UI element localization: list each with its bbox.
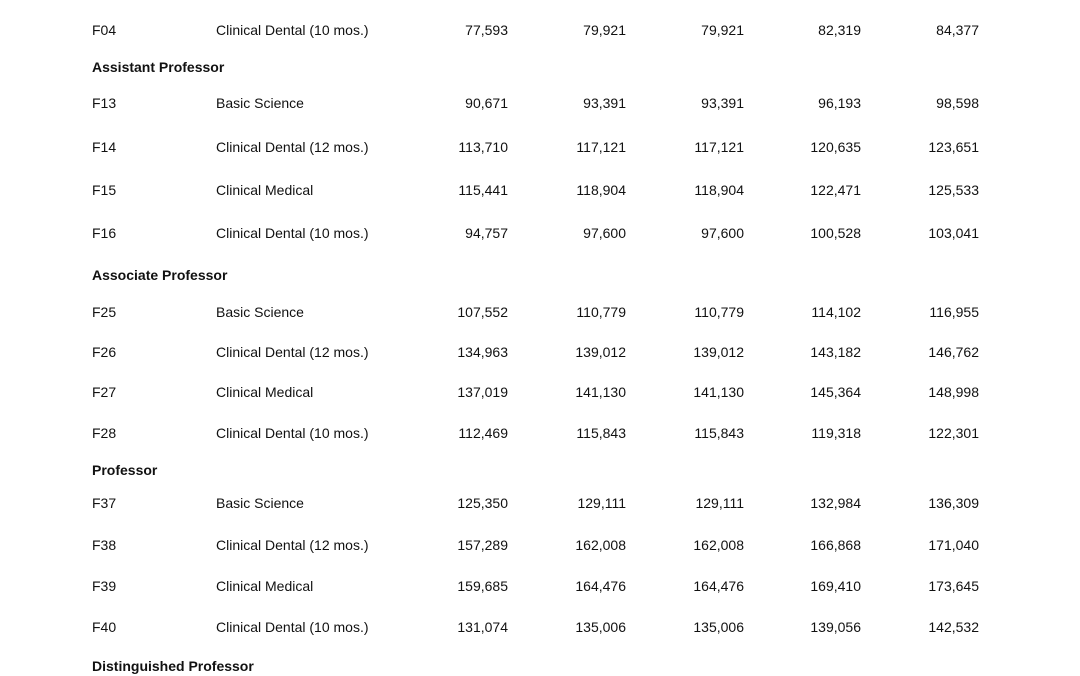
salary-value: 94,757 bbox=[465, 225, 508, 241]
table-row bbox=[0, 342, 1080, 362]
salary-value: 139,012 bbox=[575, 344, 626, 360]
salary-value: 117,121 bbox=[576, 139, 626, 155]
salary-value: 135,006 bbox=[575, 619, 626, 635]
salary-value: 131,074 bbox=[457, 619, 508, 635]
salary-value: 107,552 bbox=[457, 304, 508, 320]
department-name: Clinical Dental (10 mos.) bbox=[216, 225, 369, 241]
section-heading: Professor bbox=[92, 462, 158, 478]
salary-value: 84,377 bbox=[936, 22, 979, 38]
table-row bbox=[0, 576, 1080, 596]
salary-value: 97,600 bbox=[583, 225, 626, 241]
salary-value: 145,364 bbox=[810, 384, 861, 400]
table-row bbox=[0, 535, 1080, 555]
department-name: Basic Science bbox=[216, 495, 304, 511]
salary-value: 134,963 bbox=[457, 344, 508, 360]
section-heading: Distinguished Professor bbox=[92, 658, 254, 674]
salary-value: 125,350 bbox=[457, 495, 508, 511]
salary-value: 115,843 bbox=[694, 425, 744, 441]
salary-value: 143,182 bbox=[810, 344, 861, 360]
salary-value: 110,779 bbox=[694, 304, 744, 320]
salary-value: 159,685 bbox=[457, 578, 508, 594]
salary-value: 82,319 bbox=[818, 22, 861, 38]
salary-value: 139,056 bbox=[810, 619, 861, 635]
rank-code: F04 bbox=[92, 22, 117, 38]
rank-code: F38 bbox=[92, 537, 117, 553]
rank-code: F14 bbox=[92, 139, 117, 155]
salary-value: 98,598 bbox=[936, 95, 979, 111]
salary-value: 90,671 bbox=[465, 95, 508, 111]
table-row bbox=[0, 302, 1080, 322]
clipped-previous-row bbox=[0, 0, 1080, 6]
department-name: Clinical Dental (12 mos.) bbox=[216, 344, 369, 360]
salary-value: 146,762 bbox=[928, 344, 979, 360]
salary-value: 142,532 bbox=[928, 619, 979, 635]
rank-code: F39 bbox=[92, 578, 117, 594]
rank-code: F16 bbox=[92, 225, 117, 241]
section-heading: Associate Professor bbox=[92, 267, 228, 283]
salary-value: 173,645 bbox=[928, 578, 979, 594]
rank-code: F27 bbox=[92, 384, 117, 400]
section-heading: Assistant Professor bbox=[92, 59, 225, 75]
salary-value: 96,193 bbox=[818, 95, 861, 111]
salary-value: 103,041 bbox=[928, 225, 979, 241]
salary-value: 77,593 bbox=[465, 22, 508, 38]
salary-value: 148,998 bbox=[928, 384, 979, 400]
salary-value: 164,476 bbox=[575, 578, 626, 594]
department-name: Clinical Dental (10 mos.) bbox=[216, 425, 369, 441]
salary-value: 122,301 bbox=[928, 425, 979, 441]
salary-value: 97,600 bbox=[701, 225, 744, 241]
salary-value: 129,111 bbox=[695, 495, 744, 511]
rank-code: F40 bbox=[92, 619, 117, 635]
table-row bbox=[0, 223, 1080, 243]
salary-value: 114,102 bbox=[811, 304, 861, 320]
salary-value: 136,309 bbox=[928, 495, 979, 511]
department-name: Clinical Dental (10 mos.) bbox=[216, 619, 369, 635]
salary-value: 115,843 bbox=[576, 425, 626, 441]
salary-value: 125,533 bbox=[928, 182, 979, 198]
department-name: Basic Science bbox=[216, 304, 304, 320]
salary-value: 116,955 bbox=[929, 304, 979, 320]
salary-value: 122,471 bbox=[810, 182, 861, 198]
department-name: Clinical Dental (12 mos.) bbox=[216, 537, 369, 553]
table-row bbox=[0, 382, 1080, 402]
rank-code: F28 bbox=[92, 425, 117, 441]
salary-value: 93,391 bbox=[701, 95, 744, 111]
salary-value: 141,130 bbox=[693, 384, 744, 400]
salary-value: 157,289 bbox=[457, 537, 508, 553]
salary-value: 93,391 bbox=[583, 95, 626, 111]
salary-value: 79,921 bbox=[701, 22, 744, 38]
salary-value: 113,710 bbox=[458, 139, 508, 155]
salary-value: 112,469 bbox=[458, 425, 508, 441]
salary-value: 110,779 bbox=[576, 304, 626, 320]
rank-code: F15 bbox=[92, 182, 117, 198]
salary-value: 123,651 bbox=[928, 139, 979, 155]
salary-value: 162,008 bbox=[575, 537, 626, 553]
rank-code: F26 bbox=[92, 344, 117, 360]
salary-value: 117,121 bbox=[694, 139, 744, 155]
salary-value: 100,528 bbox=[810, 225, 861, 241]
salary-value: 129,111 bbox=[577, 495, 626, 511]
salary-value: 137,019 bbox=[457, 384, 508, 400]
table-row bbox=[0, 493, 1080, 513]
salary-value: 132,984 bbox=[810, 495, 861, 511]
department-name: Basic Science bbox=[216, 95, 304, 111]
rank-code: F25 bbox=[92, 304, 117, 320]
salary-value: 139,012 bbox=[693, 344, 744, 360]
salary-value: 79,921 bbox=[583, 22, 626, 38]
table-row bbox=[0, 617, 1080, 637]
rank-code: F37 bbox=[92, 495, 117, 511]
department-name: Clinical Dental (10 mos.) bbox=[216, 22, 369, 38]
salary-value: 118,904 bbox=[576, 182, 626, 198]
department-name: Clinical Medical bbox=[216, 384, 314, 400]
table-row bbox=[0, 137, 1080, 157]
table-row bbox=[0, 180, 1080, 200]
salary-value: 169,410 bbox=[810, 578, 861, 594]
department-name: Clinical Medical bbox=[216, 578, 314, 594]
department-name: Clinical Medical bbox=[216, 182, 314, 198]
salary-value: 171,040 bbox=[928, 537, 979, 553]
salary-value: 141,130 bbox=[575, 384, 626, 400]
table-row bbox=[0, 20, 1080, 40]
salary-value: 118,904 bbox=[694, 182, 744, 198]
salary-value: 162,008 bbox=[693, 537, 744, 553]
salary-value: 119,318 bbox=[811, 425, 861, 441]
salary-value: 115,441 bbox=[458, 182, 508, 198]
table-row bbox=[0, 423, 1080, 443]
rank-code: F13 bbox=[92, 95, 117, 111]
table-row bbox=[0, 93, 1080, 113]
salary-value: 120,635 bbox=[810, 139, 861, 155]
salary-value: 164,476 bbox=[693, 578, 744, 594]
salary-value: 135,006 bbox=[693, 619, 744, 635]
department-name: Clinical Dental (12 mos.) bbox=[216, 139, 369, 155]
salary-value: 166,868 bbox=[810, 537, 861, 553]
